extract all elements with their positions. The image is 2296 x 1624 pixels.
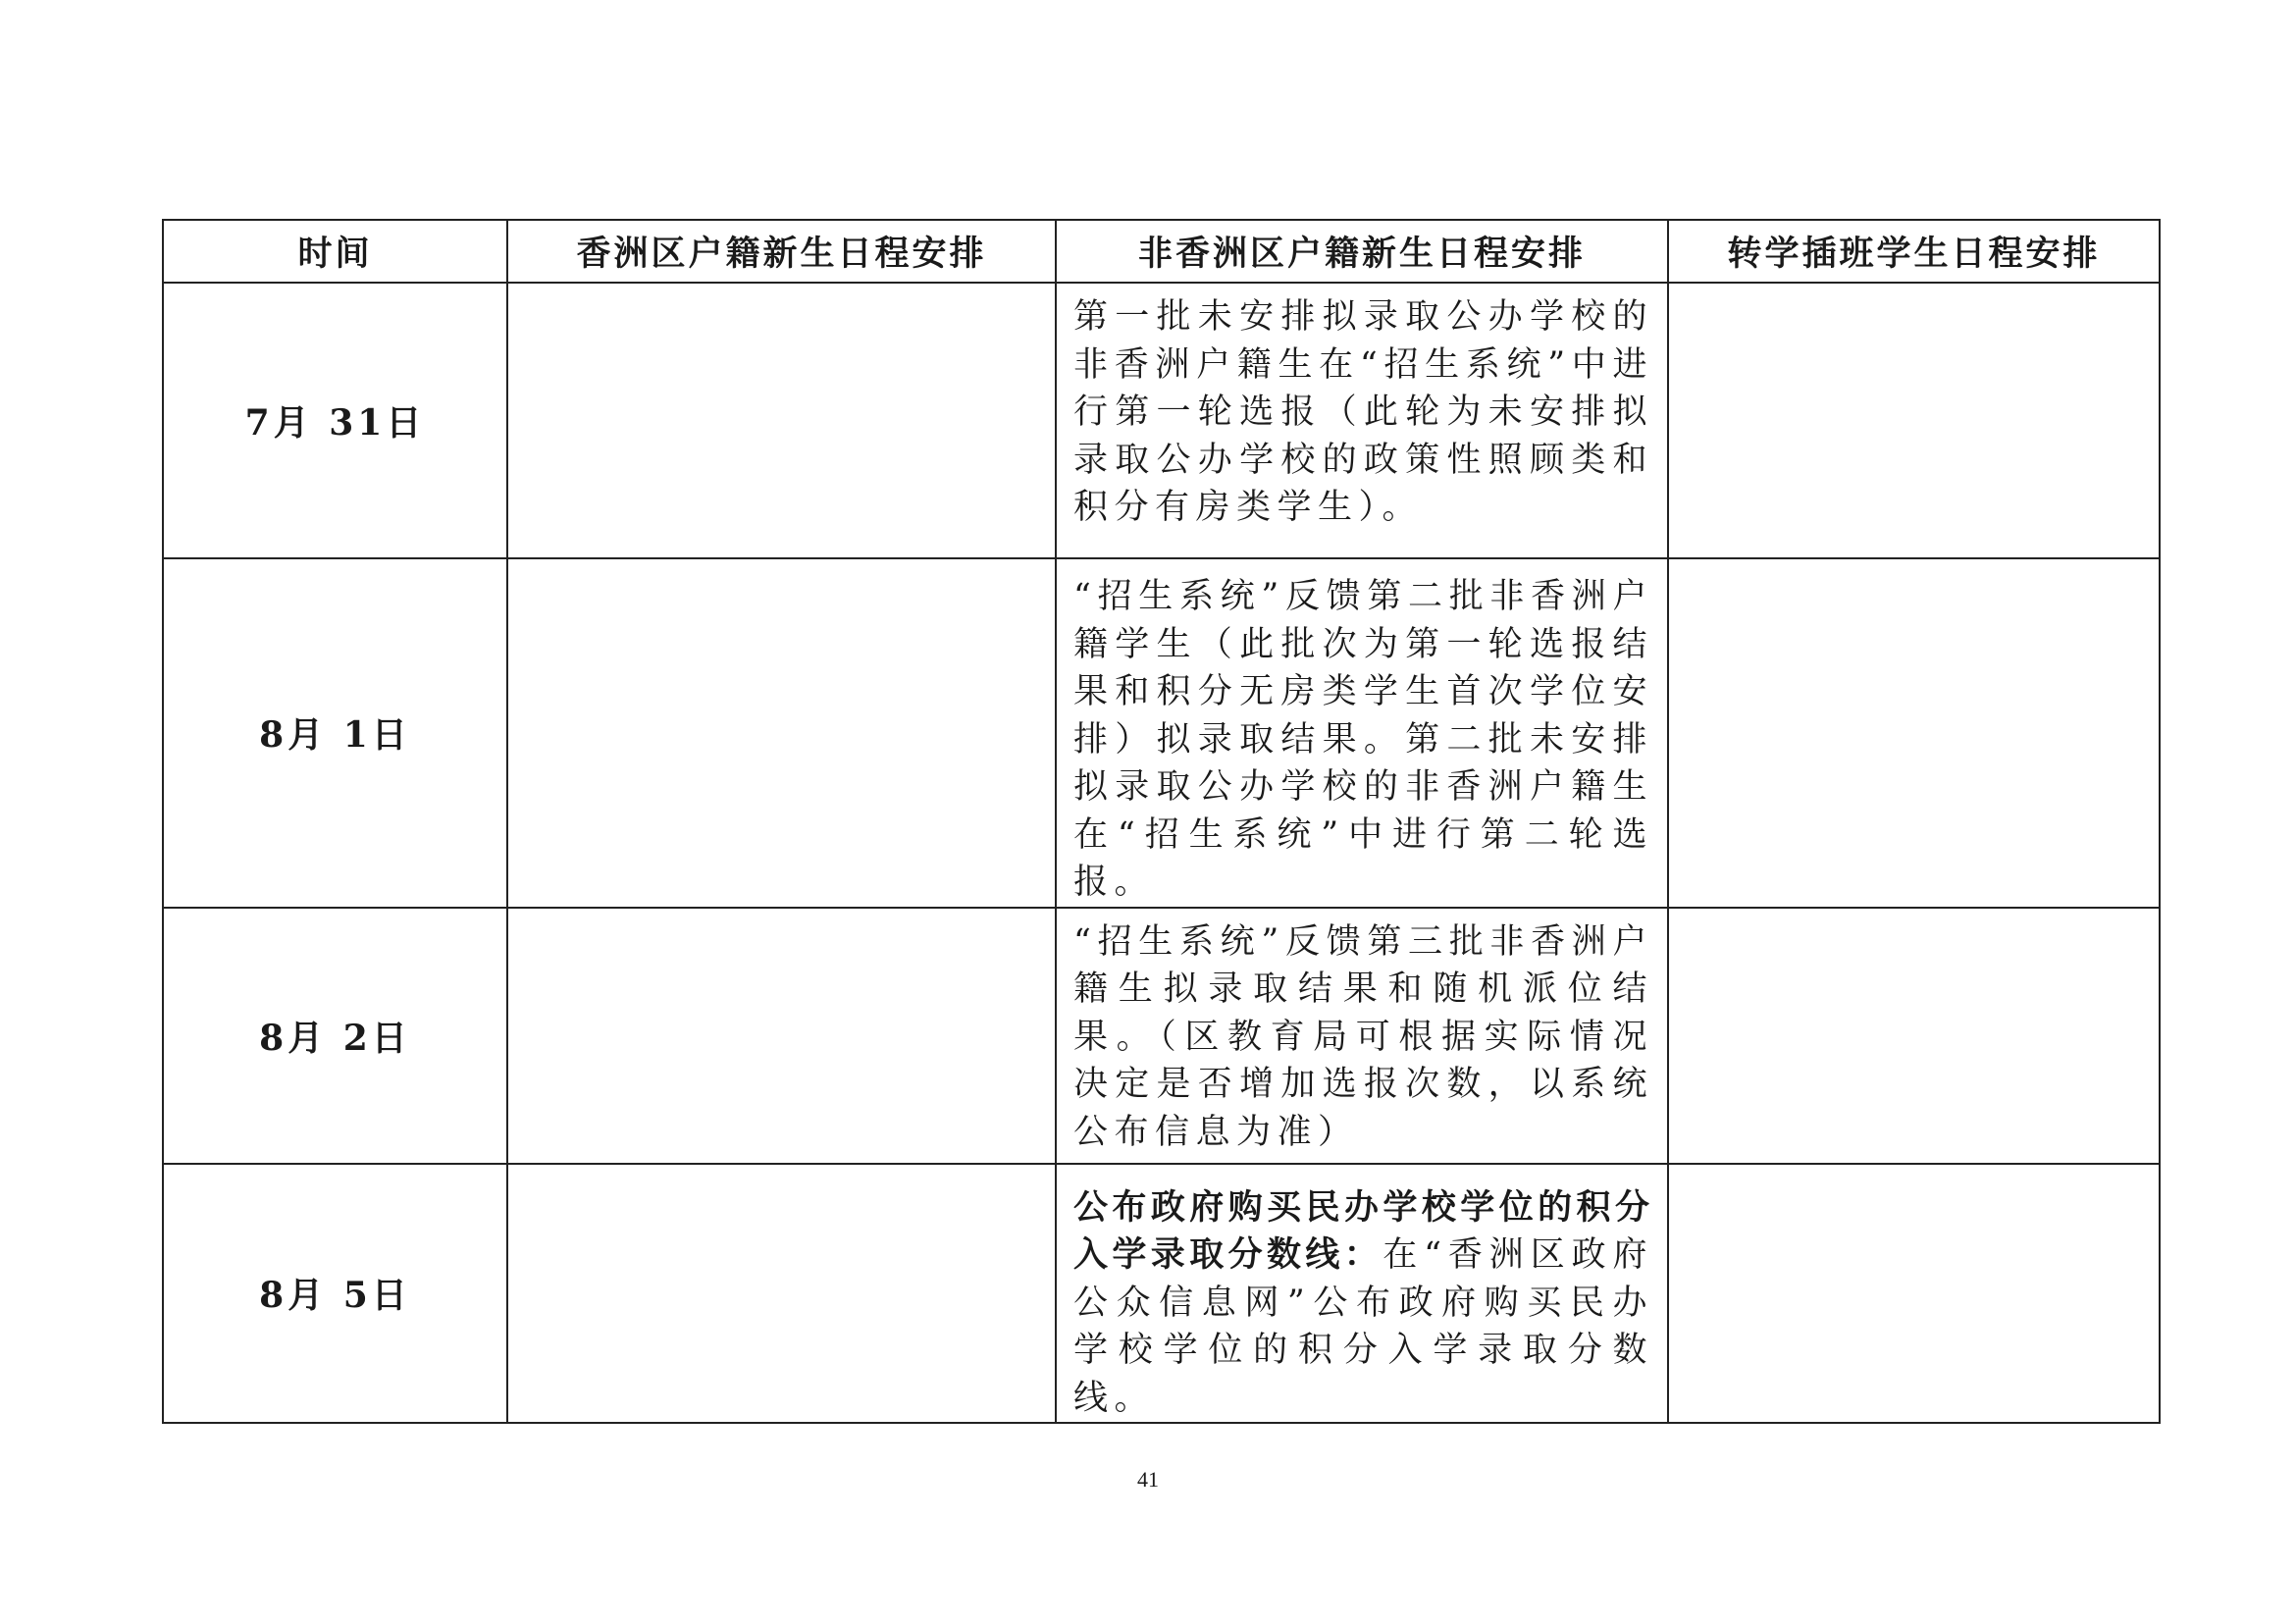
table-row: [163, 1164, 2160, 1424]
row-local-cell: [507, 1164, 1056, 1424]
row-nonlocal-text: 第一批未安排拟录取公办学校的非香洲户籍生在“招生系统”中进行第一轮选报（此轮为未安排拟录取公办学校的政策性照顾类和积分有房类学生）。: [1073, 297, 1653, 527]
row-transfer-cell: [1668, 558, 2160, 908]
row-date: 8月 1日: [163, 558, 507, 908]
row-nonlocal-cell: [1056, 1164, 1668, 1424]
table-row: [163, 908, 2160, 1164]
row-local-cell: [507, 558, 1056, 908]
row-date: 8月 2日: [163, 908, 507, 1164]
row-nonlocal-cell: [1056, 283, 1668, 558]
row-nonlocal-text: “招生系统”反馈第二批非香洲户籍学生（此批次为第一轮选报结果和积分无房类学生首次学位安排）拟录取结果。第二批未安排拟录取公办学校的非香洲户籍生在“招生系统”中进行第二轮选报。: [1073, 577, 1653, 902]
row-transfer-cell: [1668, 908, 2160, 1164]
row-transfer-cell: [1668, 283, 2160, 558]
row-nonlocal-text: 在“香洲区政府公众信息网”公布政府购买民办学校学位的积分入学录取分数线。: [1073, 1235, 1653, 1418]
header-nonlocal-students: 非香洲区户籍新生日程安排: [1056, 220, 1668, 283]
row-nonlocal-bold: 公布政府购买民办学校学位的积分入学录取分数线：: [1073, 1186, 1653, 1275]
table-header-row: [163, 220, 2160, 283]
table-row: [163, 558, 2160, 908]
row-date: 7月 31日: [163, 283, 507, 558]
page-number: 41: [1137, 1467, 1159, 1492]
row-nonlocal-text: “招生系统”反馈第三批非香洲户籍生拟录取结果和随机派位结果。（区教育局可根据实际情况决定是否增加选报次数，以系统公布信息为准）: [1073, 921, 1653, 1152]
row-local-cell: [507, 283, 1056, 558]
row-transfer-cell: [1668, 1164, 2160, 1424]
table-row: [163, 283, 2160, 558]
row-nonlocal-cell: [1056, 908, 1668, 1164]
header-local-students: 香洲区户籍新生日程安排: [507, 220, 1056, 283]
row-date: 8月 5日: [163, 1164, 507, 1424]
schedule-table: [162, 219, 2161, 1424]
row-local-cell: [507, 908, 1056, 1164]
header-transfer-students: 转学插班学生日程安排: [1668, 220, 2160, 283]
header-time: 时间: [163, 220, 507, 283]
row-nonlocal-cell: [1056, 558, 1668, 908]
